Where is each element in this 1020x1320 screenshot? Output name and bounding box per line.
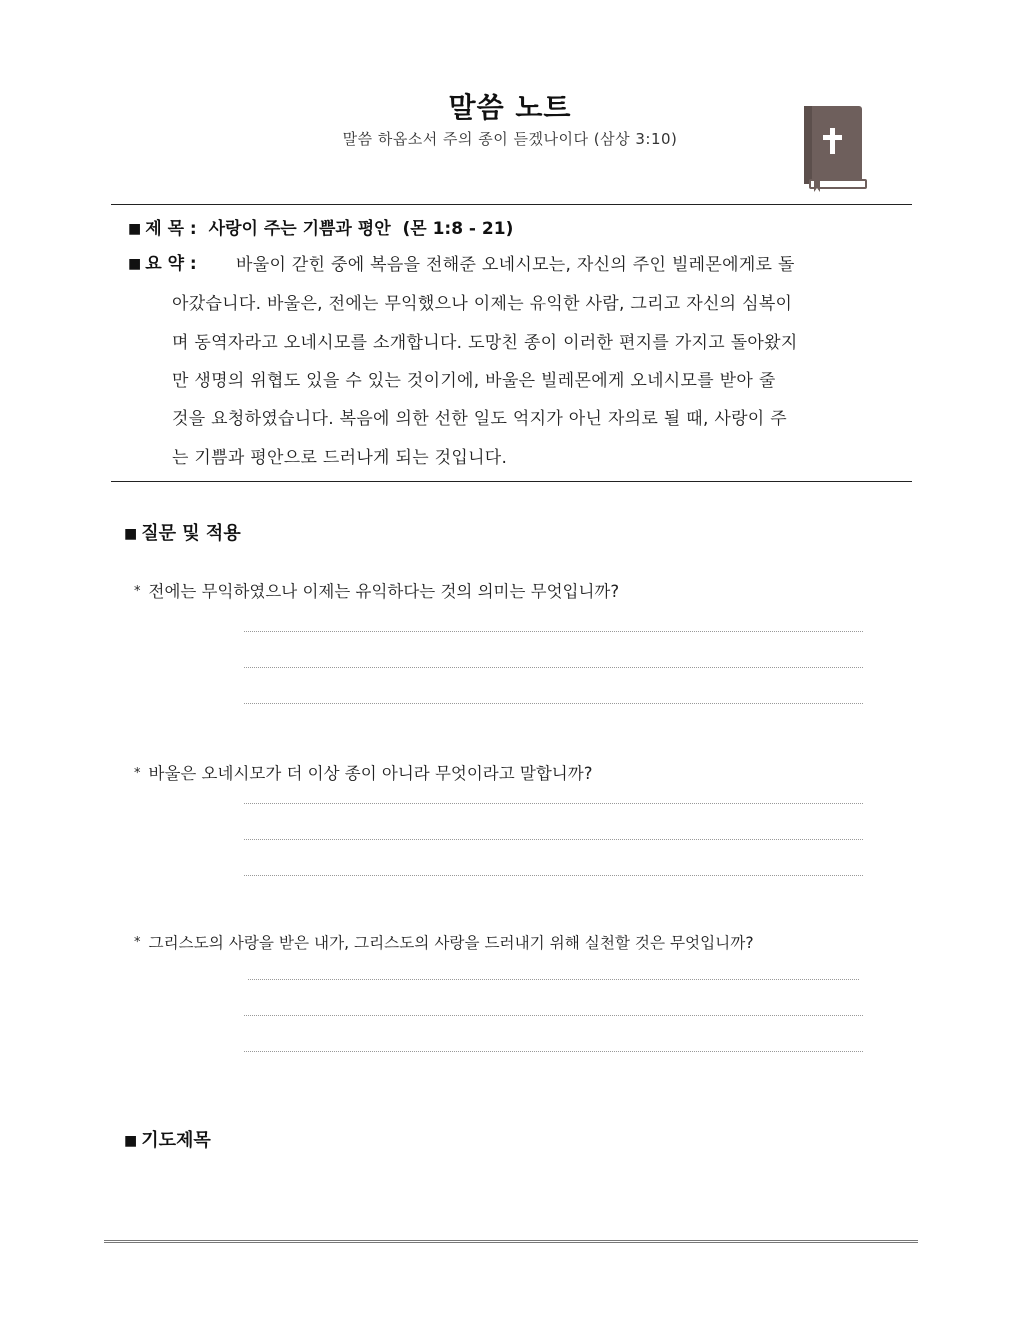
summary-line: 바울이 갇힌 중에 복음을 전해준 오네시모는, 자신의 주인 빌레몬에게로 돌 [236, 255, 795, 275]
footer-divider [104, 1240, 918, 1243]
questions-heading: ■ 질문 및 적용 [124, 523, 241, 544]
asterisk-icon: * [134, 584, 141, 599]
answer-line[interactable] [244, 667, 863, 668]
summary-divider [111, 481, 912, 482]
header-divider [111, 204, 912, 205]
bible-icon [800, 104, 868, 192]
square-bullet-icon: ■ [124, 1133, 138, 1149]
summary-line: 는 기쁨과 평안으로 드러나게 되는 것입니다. [172, 448, 508, 468]
summary-line: 만 생명의 위협도 있을 수 있는 것이기에, 바울은 빌레몬에게 오네시모를 받아 줄 [172, 371, 776, 391]
asterisk-icon: * [134, 766, 141, 781]
question-1: * 전에는 무익하였으나 이제는 유익하다는 것의 의미는 무엇입니까? [134, 582, 620, 601]
summary-line: 며 동역자라고 오네시모를 소개합니다. 도망친 종이 이러한 편지를 가지고 돌아왔지 [172, 333, 798, 353]
answer-line[interactable] [248, 979, 859, 980]
title-label: 제 목 : [145, 219, 197, 239]
answer-line[interactable] [244, 1051, 863, 1052]
summary-line: 것을 요청하였습니다. 복음에 의한 선한 일도 억지가 아닌 자의로 될 때, 사랑이 주 [172, 409, 787, 429]
answer-line[interactable] [244, 631, 863, 632]
summary-label-row [128, 249, 197, 274]
square-bullet-icon: ■ [124, 526, 138, 542]
page-subtitle: 말씀 하옵소서 주의 종이 듣겠나이다 (삼상 3:10) [342, 130, 678, 148]
answer-line[interactable] [244, 803, 863, 804]
answer-line[interactable] [244, 703, 863, 704]
question-2: * 바울은 오네시모가 더 이상 종이 아니라 무엇이라고 말합니까? [134, 764, 593, 783]
summary-line: 아갔습니다. 바울은, 전에는 무익했으나 이제는 유익한 사람, 그리고 자신의 심복이 [172, 294, 793, 314]
summary-label: 요 약 : [145, 254, 197, 274]
sermon-title-row [128, 214, 513, 239]
question-3: * 그리스도의 사랑을 받은 내가, 그리스도의 사랑을 드러내기 위해 실천할 것은 무엇입니까? [134, 934, 754, 952]
square-bullet-icon: ■ [128, 221, 142, 237]
square-bullet-icon: ■ [128, 256, 142, 272]
answer-line[interactable] [244, 875, 863, 876]
answer-line[interactable] [244, 839, 863, 840]
asterisk-icon: * [134, 935, 141, 950]
answer-line[interactable] [244, 1015, 863, 1016]
page-title: 말씀 노트 [448, 91, 572, 124]
sermon-title: 사랑이 주는 기쁨과 평안 (몬 1:8 - 21) [208, 219, 514, 239]
prayer-heading: ■ 기도제목 [124, 1130, 211, 1151]
